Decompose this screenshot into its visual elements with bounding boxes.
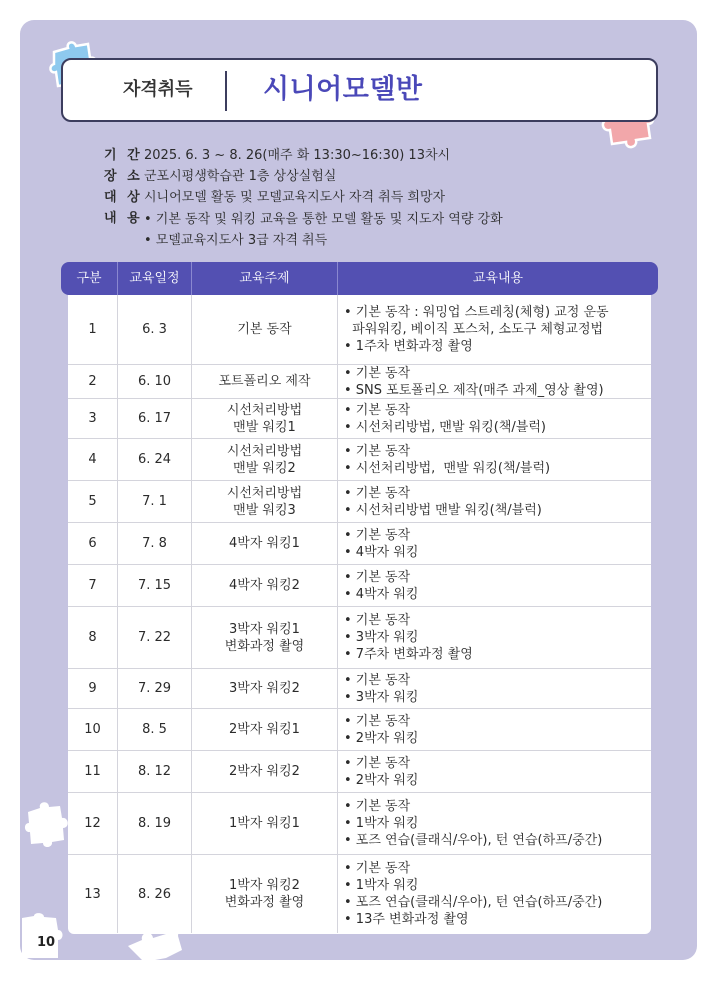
table-row (68, 709, 651, 751)
topic-line: 4박자 워킹1 (229, 536, 300, 551)
table-row (68, 295, 651, 365)
cell-date: 6. 3 (118, 295, 192, 364)
topic-line: 변화과정 촬영 (224, 638, 305, 654)
cell-topic (192, 365, 338, 398)
program-info (104, 146, 503, 252)
content-line: • 3박자 워킹 (344, 689, 419, 705)
cell-content (338, 855, 651, 933)
table-row (68, 607, 651, 669)
content-line: • 1주차 변화과정 촬영 (344, 339, 473, 354)
content-line: • 기본 동작 (344, 527, 411, 543)
schedule-table (61, 262, 658, 934)
cell-topic (192, 481, 338, 522)
topic-line: 시선처리방법 (226, 443, 303, 459)
cell-content (338, 295, 651, 364)
info-bullet: • 모델교육지도사 3급 자격 취득 (144, 233, 328, 248)
column-header-no: 구분 (61, 262, 118, 295)
table-row (68, 855, 651, 933)
page-number: 10 (37, 935, 56, 950)
content-line: • 기본 동작 : 워밍업 스트레칭(체형) 교정 운동 (344, 305, 609, 320)
title-card (61, 58, 658, 122)
cell-session-number: 3 (68, 399, 118, 438)
table-row (68, 365, 651, 399)
content-line: • 2박자 워킹 (344, 772, 419, 788)
topic-line: 변화과정 촬영 (224, 895, 305, 910)
cell-session-number: 7 (68, 565, 118, 606)
cell-content (338, 399, 651, 438)
content-line: • 4박자 워킹 (344, 544, 419, 560)
cell-content (338, 481, 651, 522)
content-line: • 기본 동작 (344, 613, 411, 628)
content-line: • 7주차 변화과정 촬영 (344, 647, 473, 662)
cell-content (338, 709, 651, 750)
program-category: 자격취득 (123, 79, 193, 100)
topic-line: 1박자 워킹2 (229, 878, 300, 893)
cell-session-number: 8 (68, 607, 118, 668)
topic-line: 기본 동작 (237, 322, 292, 337)
column-header-topic: 교육주제 (192, 262, 338, 295)
cell-session-number: 11 (68, 751, 118, 792)
content-line: • 3박자 워킹 (344, 630, 419, 645)
topic-line: 1박자 워킹1 (229, 816, 300, 831)
info-row-location (104, 167, 503, 187)
cell-session-number: 12 (68, 793, 118, 854)
topic-line: 시선처리방법 (226, 402, 303, 418)
cell-topic (192, 751, 338, 792)
content-line: • 기본 동작 (344, 799, 411, 814)
cell-topic (192, 399, 338, 438)
cell-content (338, 565, 651, 606)
info-value: 2025. 6. 3 ~ 8. 26(매주 화 13:30~16:30) 13차시 (144, 148, 451, 163)
table-row (68, 751, 651, 793)
cell-date: 8. 19 (118, 793, 192, 854)
info-label: 대 상 (104, 190, 143, 205)
info-row-content (104, 209, 503, 251)
cell-content (338, 439, 651, 480)
cell-content (338, 793, 651, 854)
cell-topic (192, 565, 338, 606)
column-header-content: 교육내용 (472, 271, 524, 286)
content-line: • 기본 동작 (344, 485, 411, 501)
content-line: • 기본 동작 (344, 672, 411, 688)
content-line: • 기본 동작 (344, 569, 411, 585)
cell-content (338, 751, 651, 792)
cell-session-number: 4 (68, 439, 118, 480)
info-bullets (144, 209, 503, 251)
topic-line: 3박자 워킹1 (229, 621, 300, 637)
page-title: 시니어모델반 (263, 74, 423, 105)
cell-topic (192, 669, 338, 708)
table-header (61, 262, 658, 295)
content-line: • 기본 동작 (344, 713, 411, 729)
content-line: • 기본 동작 (344, 755, 411, 771)
content-line: • 포즈 연습(클래식/우아), 턴 연습(하프/중간) (344, 833, 603, 848)
cell-topic (192, 523, 338, 564)
table-row (68, 399, 651, 439)
content-line: • 기본 동작 (344, 365, 411, 381)
content-line: • 1박자 워킹 (344, 816, 419, 831)
topic-line: 맨발 워킹1 (233, 419, 296, 435)
cell-session-number: 1 (68, 295, 118, 364)
topic-line: 맨발 워킹2 (233, 460, 296, 476)
cell-date: 8. 26 (118, 855, 192, 933)
info-bullet: • 기본 동작 및 워킹 교육을 통한 모델 활동 및 지도자 역량 강화 (144, 212, 503, 227)
cell-session-number: 9 (68, 669, 118, 708)
cell-topic (192, 855, 338, 933)
cell-topic (192, 709, 338, 750)
topic-line: 시선처리방법 (226, 485, 303, 501)
content-line: • 기본 동작 (344, 861, 411, 876)
cell-session-number: 10 (68, 709, 118, 750)
topic-line: 4박자 워킹2 (229, 578, 300, 593)
table-row (68, 793, 651, 855)
content-line: • 기본 동작 (344, 402, 411, 418)
cell-date: 7. 15 (118, 565, 192, 606)
content-line: • 시선처리방법 맨발 워킹(책/블럭) (344, 502, 542, 518)
cell-topic (192, 607, 338, 668)
content-line: • 1박자 워킹 (344, 878, 419, 893)
cell-date: 8. 12 (118, 751, 192, 792)
cell-content (338, 365, 651, 398)
topic-line: 맨발 워킹3 (233, 502, 296, 518)
table-row (68, 565, 651, 607)
content-line: • 기본 동작 (344, 443, 411, 459)
cell-content (338, 669, 651, 708)
table-row (68, 669, 651, 709)
title-divider (225, 71, 227, 111)
content-line: • 포즈 연습(클래식/우아), 턴 연습(하프/중간) (344, 895, 603, 910)
content-line: • SNS 포토폴리오 제작(매주 과제_영상 촬영) (344, 382, 604, 398)
cell-date: 7. 8 (118, 523, 192, 564)
cell-topic (192, 793, 338, 854)
info-label: 내 용 (104, 211, 143, 226)
topic-line: 2박자 워킹1 (229, 722, 300, 737)
cell-date: 6. 10 (118, 365, 192, 398)
topic-line: 2박자 워킹2 (229, 764, 300, 779)
cell-session-number: 6 (68, 523, 118, 564)
table-row (68, 439, 651, 481)
info-label: 장 소 (104, 169, 143, 184)
cell-date: 6. 24 (118, 439, 192, 480)
table-row (68, 523, 651, 565)
cell-topic (192, 439, 338, 480)
cell-session-number: 13 (68, 855, 118, 933)
content-line: • 4박자 워킹 (344, 586, 419, 602)
cell-date: 7. 22 (118, 607, 192, 668)
cell-content (338, 607, 651, 668)
table-body (68, 295, 651, 934)
info-label: 기 간 (104, 148, 143, 163)
content-line: • 시선처리방법, 맨발 워킹(책/블럭) (344, 460, 551, 476)
cell-session-number: 2 (68, 365, 118, 398)
info-row-period (104, 146, 503, 166)
topic-line: 포트폴리오 제작 (218, 374, 311, 389)
column-header-date: 교육일정 (118, 262, 192, 295)
cell-date: 7. 29 (118, 669, 192, 708)
content-line: 파워워킹, 베이직 포스처, 소도구 체형교정법 (344, 322, 604, 337)
cell-date: 7. 1 (118, 481, 192, 522)
info-value: 군포시평생학습관 1층 상상실험실 (144, 169, 337, 184)
cell-content (338, 523, 651, 564)
info-row-target (104, 188, 503, 208)
topic-line: 3박자 워킹2 (229, 681, 300, 696)
content-line: • 시선처리방법, 맨발 워킹(책/블럭) (344, 419, 546, 435)
content-line: • 13주 변화과정 촬영 (344, 912, 469, 927)
cell-topic (192, 295, 338, 364)
cell-session-number: 5 (68, 481, 118, 522)
table-row (68, 481, 651, 523)
cell-date: 8. 5 (118, 709, 192, 750)
info-value: 시니어모델 활동 및 모델교육지도사 자격 취득 희망자 (144, 190, 446, 205)
content-line: • 2박자 워킹 (344, 730, 419, 746)
cell-date: 6. 17 (118, 399, 192, 438)
